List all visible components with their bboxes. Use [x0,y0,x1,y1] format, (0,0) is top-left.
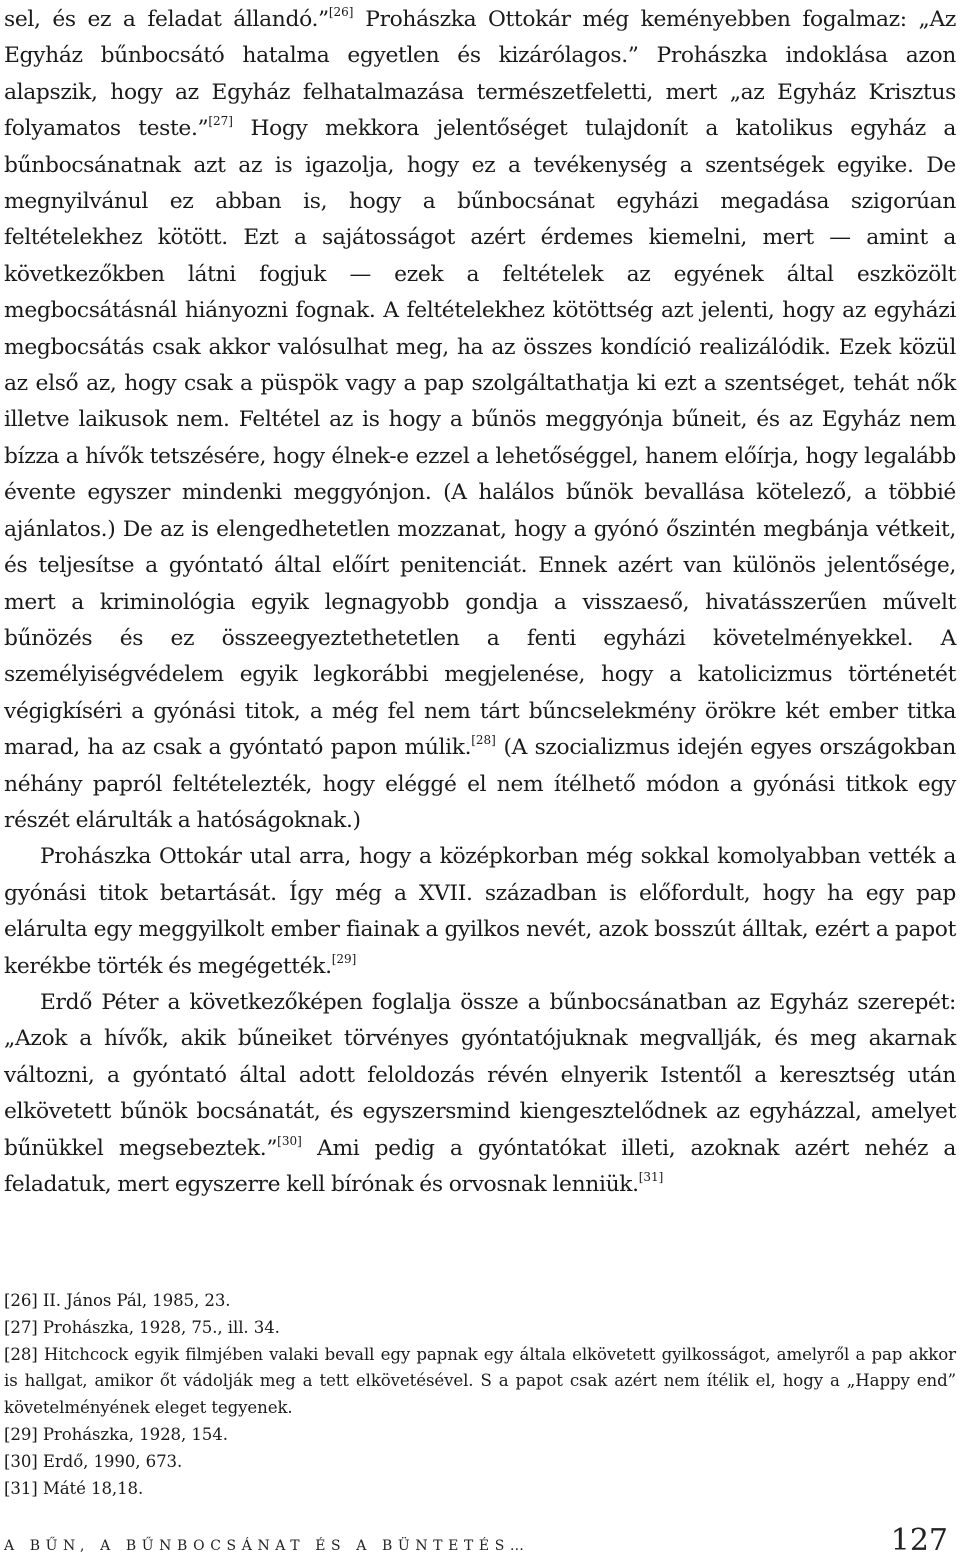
text-span: sel, és ez a feladat állandó.” [4,7,329,32]
text-span: Prohászka Ottokár még keményebben fogalmaz: „Az Egyház bűnbocsátó hatalma egyetlen és kizárólagos.” Prohászka indoklása azon alapszik, hogy az Egyház felhatalmazása természetfeletti, mert „az Egyház Krisztus folyamatos teste.” [4,7,956,142]
footnote-ref-27[interactable]: [27] [208,114,233,129]
footnote-26: [26] II. János Pál, 1985, 23. [4,1291,231,1310]
footnote-31: [31] Máté 18,18. [4,1478,144,1498]
paragraph [4,2,956,839]
footnote-ref-30[interactable]: [30] [277,1133,302,1148]
running-title: A BŰN, A BŰNBOCSÁNAT ÉS A BÜNTETÉS… [4,1538,530,1554]
footnote-ref-28[interactable]: [28] [471,733,496,748]
footnote-ref-26[interactable]: [26] [328,5,354,19]
footnote-ref-31[interactable]: [31] [638,1170,664,1184]
text-span: Hogy mekkora jelentőséget tulajdonít a katolikus egyház a bűnbocsánatnak azt az is igazolja, hogy ez a tevékenység a szentségek egyike. De megnyilvánul ez abban is, hogy a bűnbocsánat egyházi megadása szigorúan feltételekhez kötött. Ezt a sajátosságot azért érdemes kiemelni, mert — amint a következőkben látni fogjuk — ezek a feltételek az egyének által eszközölt megbocsátásnál hiányozni fognak. A feltételekhez kötöttség azt jelenti, hogy az egyházi megbocsátás csak akkor valósulhat meg, ha az összes kondíció realizálódik. Ezek közül az első az, hogy csak a püspök vagy a pap szolgáltathatja ki ezt a szentséget, tehát nők illetve laikusok nem. Feltétel az is hogy a bűnös meggyónja bűneit, és az Egyház nem bízza a hívők tetszésére, hogy élnek-e ezzel a lehetőséggel, hanem előírja, hogy legalább évente egyszer mindenki meggyónjon. (A halálos bűnök bevallása kötelező, a többié ajánlatos.) De az is elengedhetetlen mozzanat, hogy a gyónó őszintén megbánja vétkeit, és teljesítse a gyóntató által előírt penitenciát. Ennek azért van különös jelentősége, mert a kriminológia egyik legnagyobb gondja a visszaeső, hivatásszerűen művelt bűnözés és ez összeegyeztethetetlen a fenti egyházi követelményekkel. A személyiségvédelem egyik legkorábbi megjelenése, hogy a katolicizmus történetét végigkíséri a gyónási titok, a még fel nem tárt bűncselekmény örökre két ember titka marad, ha az csak a gyóntató papon múlik. [4,116,956,761]
paragraph [4,985,956,1203]
footnotes [4,1288,956,1502]
paragraph [4,839,956,985]
text-span: Erdő Péter a következőképen foglalja össze a bűnbocsánatban az Egyház szerepét: „Azok a hívők, akik bűneiket törvényes gyóntatójuknak megvallják, és meg akarnak változni, a gyóntató által adott feloldozás révén elnyerik Istentől a keresztség után elkövetett bűnök bocsánatát, és egyszersmind kiengesztelődnek az egyházzal, amelyet bűnükkel megsebeztek.” [4,989,956,1161]
footnote-27: [27] Prohászka, 1928, 75., ill. 34. [4,1317,280,1337]
page-number: 127 [890,1523,948,1558]
text-span: (A szocializmus idején egyes országokban néhány papról feltételezték, hogy eléggé el nem ítélhető módon a gyónási titkok egy részét elárulták a hatóságoknak.) [4,735,956,833]
footnote-28: [28] Hitchcock egyik filmjében valaki bevall egy papnak egy általa elkövetett gyilkosságot, amelyről a pap akkor is hallgat, amikor őt vádolják meg a tett elkövetésével. S a papot csak azért nem ítélik el, hogy a „Happy end” követelményének eleget tegyenek. [4,1344,956,1418]
body-text [4,2,956,1203]
text-span: Prohászka Ottokár utal arra, hogy a középkorban még sokkal komolyabban vették a gyónási titok betartását. Így még a XVII. században is előfordult, hogy ha egy pap elárulta egy meggyilkolt ember fiainak a gyilkos nevét, azok bosszút álltak, ezért a papot kerékbe törték és megégették. [4,844,956,979]
footnote-29: [29] Prohászka, 1928, 154. [4,1424,228,1444]
footnote-ref-29[interactable]: [29] [331,951,357,966]
text-span: Ami pedig a gyóntatókat illeti, azoknak azért nehéz a feladatuk, mert egyszerre kell bírónak és orvosnak lenniük. [4,1135,956,1197]
page-footer [4,1518,954,1558]
footnote-30: [30] Erdő, 1990, 673. [4,1451,183,1471]
